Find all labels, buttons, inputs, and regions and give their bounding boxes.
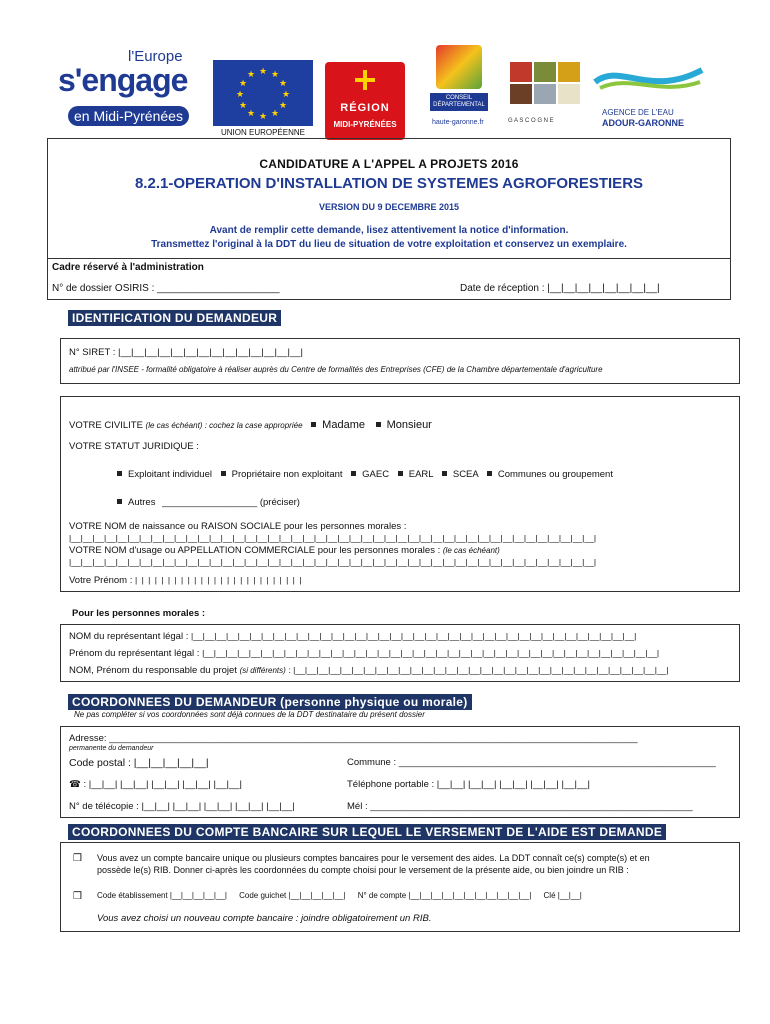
svg-text:★: ★ (259, 67, 268, 77)
code-guichet-field[interactable]: Code guichet |__|__|__|__|__| (239, 891, 346, 900)
civilite-label: VOTRE CIVILITE (69, 420, 143, 431)
checkbox-icon (442, 471, 447, 476)
svg-text:★: ★ (282, 90, 291, 100)
region-logo (325, 62, 405, 140)
statut-label-3: EARL (408, 469, 434, 480)
adresse-note: permanente du demandeur (69, 745, 154, 752)
siret-field[interactable]: N° SIRET : |__|__|__|__|__|__|__|__|__|__|__|__|__|__| (69, 347, 303, 358)
gers-label: G A S C O G N E (508, 118, 554, 124)
statut-label-5: Communes ou groupement (497, 469, 613, 480)
hg-line1: CONSEIL (445, 95, 473, 101)
morales-box (60, 624, 740, 682)
checkbox-icon (487, 471, 492, 476)
svg-text:★: ★ (279, 101, 288, 111)
checkbox-icon[interactable]: ❒ (73, 891, 82, 902)
coordonnees-box (60, 726, 740, 818)
representant-prenom-label: Prénom du représentant légal : (69, 648, 200, 659)
responsable-label: NOM, Prénom du responsable du projet (69, 665, 237, 676)
bancaire-box (60, 842, 740, 932)
responsable-field[interactable]: : |__|__|__|__|__|__|__|__|__|__|__|__|__|__|__|__|__|__|__|__|__|__|__|__|__|__|__|__|__|__|__|__| (288, 665, 669, 675)
statut-label: VOTRE STATUT JURIDIQUE : (69, 441, 199, 452)
usage-field[interactable]: |__|__|__|__|__|__|__|__|__|__|__|__|__|__|__|__|__|__|__|__|__|__|__|__|__|__|__|__|__|__|__|__|__|__|__|__|__|__|__|__|__|__|__|__|__| (69, 557, 597, 567)
portable-field[interactable]: Téléphone portable : |__|__| |__|__| |__|__| |__|__| |__|__| (347, 779, 591, 790)
header-box (47, 138, 731, 258)
checkbox-icon[interactable]: ❒ (73, 853, 82, 864)
occitan-cross-icon (355, 70, 375, 90)
region-line2: MIDI-PYRÉNÉES (333, 120, 397, 129)
header-line1: CANDIDATURE A L'APPEL A PROJETS 2016 (259, 157, 519, 171)
gers-tile-3 (558, 62, 580, 82)
hg-line2: DÉPARTEMENTAL (433, 102, 485, 108)
numero-compte-field[interactable]: N° de compte |__|__|__|__|__|__|__|__|__|__|__| (357, 891, 532, 900)
gers-logo (508, 62, 586, 132)
autres-option[interactable] (117, 497, 300, 508)
gers-tile-2 (534, 62, 556, 82)
civilite-hint: (le cas échéant) : cochez la case appropriée (145, 421, 303, 430)
hg-site: haute-garonne.fr (432, 119, 484, 126)
siret-box (60, 338, 740, 384)
cle-field[interactable]: Clé |__|__| (543, 891, 582, 900)
statut-option[interactable] (117, 469, 212, 480)
monsieur-option[interactable] (376, 420, 432, 431)
madame-option[interactable] (311, 420, 365, 431)
code-etablissement-field[interactable]: Code établissement |__|__|__|__|__| (97, 891, 227, 900)
bancaire-q1-line1: Vous avez un compte bancaire unique ou plusieurs comptes bancaires pour le versement des aides. La DDT connaît ce(s) compte(s) et en (97, 853, 650, 863)
morales-title: Pour les personnes morales : (72, 608, 206, 619)
date-reception-field[interactable]: Date de réception : |__|__|__|__|__|__|__|__| (460, 283, 660, 294)
statut-label-4: SCEA (452, 469, 479, 480)
section-identification: IDENTIFICATION DU DEMANDEUR (68, 310, 281, 326)
code-postal-field[interactable]: Code postal : |__|__|__|__|__| (69, 757, 209, 769)
representant-nom-field[interactable]: |__|__|__|__|__|__|__|__|__|__|__|__|__|__|__|__|__|__|__|__|__|__|__|__|__|__|__|__|__|__|__|__|__|__|__|__|__|__| (190, 631, 637, 641)
statut-option[interactable] (442, 469, 478, 480)
adour-line1: AGENCE DE L'EAU (602, 108, 674, 117)
statut-label-0: Exploitant individuel (128, 469, 212, 480)
europe-line1: l'Europe (128, 48, 183, 65)
statut-option[interactable] (487, 469, 613, 480)
gers-tile-4 (510, 84, 532, 104)
eu-flag-logo (210, 60, 316, 140)
statut-options (117, 469, 613, 480)
gers-tile-5 (534, 84, 556, 104)
section-coordonnees: COORDONNEES DU DEMANDEUR (personne physique ou morale) (68, 694, 472, 710)
hg-block (430, 93, 488, 111)
osiris-field[interactable]: N° de dossier OSIRIS : ______________________ (52, 283, 280, 294)
checkbox-icon (398, 471, 403, 476)
telephone-field[interactable]: : |__|__| |__|__| |__|__| |__|__| |__|__| (83, 779, 243, 790)
adour-garonne-logo (590, 62, 708, 132)
checkbox-icon (221, 471, 226, 476)
madame-label: Madame (322, 419, 365, 431)
commune-field[interactable]: Commune : ____________________________________________________________ (347, 757, 716, 768)
svg-text:★: ★ (239, 101, 248, 111)
statut-option[interactable] (351, 469, 389, 480)
autres-label: Autres (128, 497, 156, 508)
region-line1: RÉGION (340, 102, 390, 114)
statut-option[interactable] (221, 469, 343, 480)
usage-hint: (le cas échéant) (442, 546, 500, 555)
adresse-field[interactable]: Adresse: ____________________________________________________________________________________________________ (69, 733, 638, 744)
svg-text:★: ★ (271, 109, 280, 119)
svg-text:★: ★ (279, 79, 288, 89)
representant-prenom-field[interactable]: |__|__|__|__|__|__|__|__|__|__|__|__|__|__|__|__|__|__|__|__|__|__|__|__|__|__|__|__|__|__|__|__|__|__|__|__|__|__|__| (202, 648, 660, 658)
gers-tile-6 (558, 84, 580, 104)
svg-text:★: ★ (247, 70, 256, 80)
telephone-icon: ☎ (69, 779, 81, 790)
europe-line3: en Midi-Pyrénées (68, 106, 189, 126)
section-bancaire: COORDONNEES DU COMPTE BANCAIRE SUR LEQUEL LE VERSEMENT DE L'AIDE EST DEMANDE (68, 824, 666, 840)
nom-field[interactable]: |__|__|__|__|__|__|__|__|__|__|__|__|__|__|__|__|__|__|__|__|__|__|__|__|__|__|__|__|__|__|__|__|__|__|__|__|__|__|__|__|__|__|__|__|__| (69, 533, 597, 543)
checkbox-icon (311, 422, 316, 427)
europe-line2: s'engage (58, 62, 188, 98)
identity-box (60, 396, 740, 592)
admin-box (47, 258, 731, 300)
fax-field[interactable]: N° de télécopie : |__|__| |__|__| |__|__| |__|__| |__|__| (69, 801, 295, 812)
gers-tile-1 (510, 62, 532, 82)
svg-text:★: ★ (247, 109, 256, 119)
admin-title: Cadre réservé à l'administration (52, 262, 204, 273)
mel-field[interactable]: Mél : _____________________________________________________________ (347, 801, 693, 812)
svg-text:★: ★ (236, 90, 245, 100)
prenom-label: Votre Prénom : (69, 575, 133, 586)
svg-text:★: ★ (239, 79, 248, 89)
monsieur-label: Monsieur (386, 419, 432, 431)
coordonnees-note: Ne pas compléter si vos coordonnées sont déjà connues de la DDT destinataire du présent dossier (74, 710, 425, 719)
europe-sengage-logo (58, 48, 204, 136)
version-label: VERSION DU 9 DECEMBRE 2015 (318, 202, 460, 212)
hg-mark-icon (436, 45, 482, 89)
river-wave-icon (590, 62, 708, 98)
responsable-hint: (si différents) (239, 666, 286, 675)
autres-field[interactable]: __________________ (préciser) (162, 497, 300, 508)
nom-label: VOTRE NOM de naissance ou RAISON SOCIALE pour les personnes morales : (69, 521, 407, 532)
checkbox-icon (351, 471, 356, 476)
page-title: 8.2.1-OPERATION D'INSTALLATION DE SYSTEMES AGROFORESTIERS (134, 175, 644, 192)
statut-label-2: GAEC (362, 469, 390, 480)
prenom-field[interactable]: | | | | | | | | | | | | | | | | | | | | | | | | | | (135, 575, 303, 585)
haute-garonne-logo (430, 45, 488, 133)
eu-flag-icon (213, 60, 313, 126)
notice-line1: Avant de remplir cette demande, lisez attentivement la notice d'information. (209, 225, 569, 236)
representant-nom-label: NOM du représentant légal : (69, 631, 189, 642)
svg-text:★: ★ (271, 70, 280, 80)
siret-note: attribué par l'INSEE - formalité obligatoire à réaliser auprès du Centre de formalités des Entreprises (CFE) de la Chambre départementale d'agriculture (69, 365, 603, 374)
usage-label: VOTRE NOM d'usage ou APPELLATION COMMERCIALE pour les personnes morales : (69, 545, 441, 556)
notice-line2: Transmettez l'original à la DDT du lieu de situation de votre exploitation et conservez un exemplaire. (151, 239, 627, 250)
statut-label-1: Propriétaire non exploitant (231, 469, 343, 480)
checkbox-icon (117, 471, 122, 476)
statut-option[interactable] (398, 469, 433, 480)
checkbox-icon (376, 422, 381, 427)
bancaire-q1-line2: possède le(s) RIB. Donner ci-après les coordonnées du compte choisi pour le versement de la présente aide, ou bien joindre un RIB : (97, 865, 629, 875)
eu-label: UNION EUROPÉENNE (220, 128, 305, 137)
svg-text:★: ★ (259, 112, 268, 122)
nouveau-compte-note: Vous avez choisi un nouveau compte bancaire : joindre obligatoirement un RIB. (97, 913, 432, 924)
adour-line2: ADOUR-GARONNE (602, 118, 684, 128)
checkbox-icon (117, 499, 122, 504)
